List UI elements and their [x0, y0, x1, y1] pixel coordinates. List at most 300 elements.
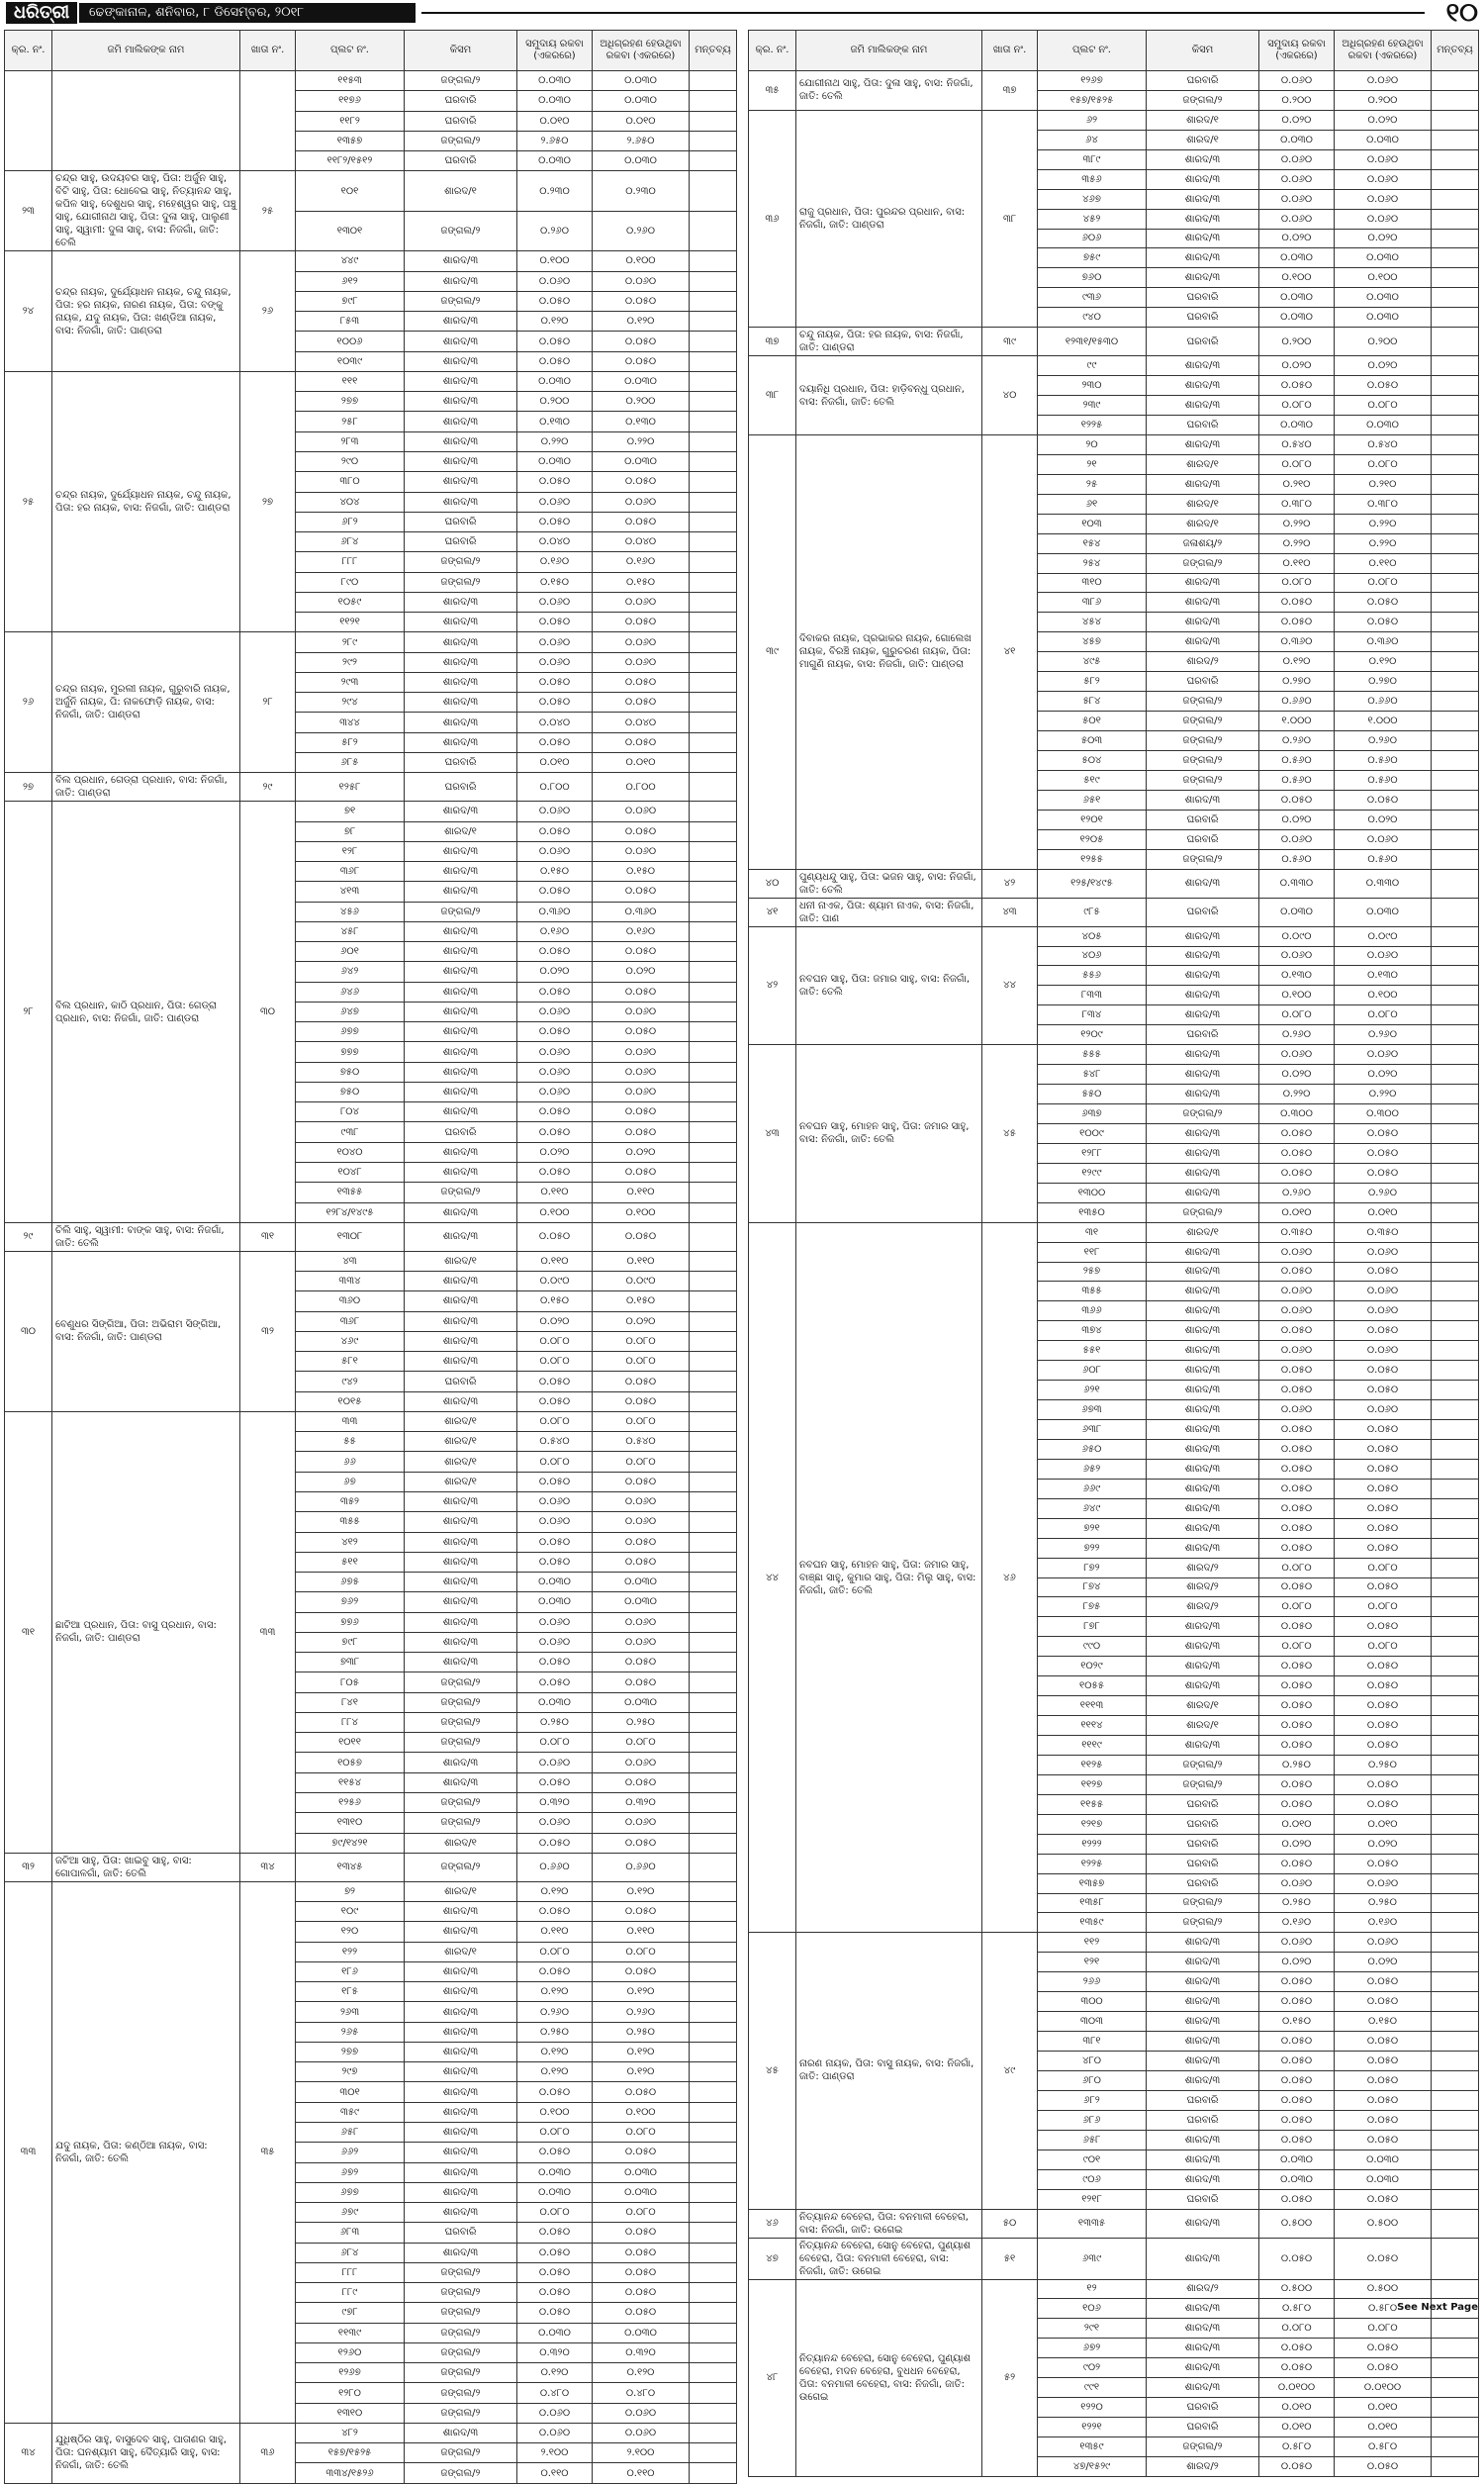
remarks-cell [1432, 1814, 1479, 1834]
remarks-cell [690, 862, 737, 882]
remarks-cell [690, 1352, 737, 1372]
acquired-area-cell: ୦.୫୮୦ [1335, 2437, 1432, 2457]
kisam-cell: ଶାରଦ/୩ [1147, 1262, 1259, 1282]
remarks-cell [690, 902, 737, 921]
total-area-cell: ୦.୨୬୦ [1259, 731, 1335, 751]
kisam-cell: ଜଙ୍ଗଲ/୨ [1147, 1913, 1259, 1933]
remarks-cell [1432, 1242, 1479, 1262]
total-area-cell: ୦.୦୩୦ [1259, 130, 1335, 149]
plot-number-cell: ୬୦୮ [1038, 1361, 1147, 1381]
acquired-area-cell: ୦.୧୫୦ [1335, 2012, 1432, 2032]
total-area-cell: ୦.୦୫୦ [1259, 1361, 1335, 1381]
remarks-cell [690, 1753, 737, 1772]
kisam-cell: ଶାରଦ/୩ [1147, 248, 1259, 268]
kisam-cell: ଶାରଦ/୩ [1147, 356, 1259, 376]
total-area-cell: ୦.୦୫୦ [517, 1902, 593, 1922]
acquired-area-cell: ୦.୦୬୦ [1335, 946, 1432, 966]
plot-number-cell: ୮୭୨ [1038, 1558, 1147, 1577]
total-area-cell: ୦.୦୬୦ [1259, 1242, 1335, 1262]
total-area-cell: ୦.୦୬୦ [1259, 1301, 1335, 1321]
remarks-cell [1432, 494, 1479, 514]
total-area-cell: ୦.୦୮୦ [1259, 1558, 1335, 1577]
total-area-cell: ୦.୦୫୦ [1259, 1992, 1335, 2012]
kisam-cell: ଶାରଦ/୩ [1147, 1163, 1259, 1183]
acquired-area-cell: ୦.୦୩୦ [593, 2323, 690, 2342]
khata-number-cell: ୩୬ [240, 2423, 296, 2483]
acquired-area-cell: ୦.୦୫୦ [1335, 1696, 1432, 1716]
kisam-cell: ଜଙ୍ଗଲ/୨ [1147, 1893, 1259, 1913]
serial-number-cell: ୨୯ [5, 1222, 52, 1251]
kisam-cell: ଜଙ୍ଗଲ/୨ [1147, 1202, 1259, 1222]
kisam-cell: ଶାରଦ/୩ [1147, 1992, 1259, 2012]
kisam-cell: ଶାରଦ/୩ [405, 312, 517, 332]
col-header-acquired-area: ଅଧିଗ୍ରହଣ ହେଉଥିବା ରକବା (ଏକରରେ) [1335, 31, 1432, 71]
kisam-cell: ଶାରଦ/୩ [405, 351, 517, 371]
acquired-area-cell: ୦.୦୫୦ [593, 672, 690, 692]
remarks-cell [1432, 1025, 1479, 1045]
col-header-serial: କ୍ର. ନଂ. [749, 31, 796, 71]
acquired-area-cell: ୦.୦୬୦ [1335, 1045, 1432, 1065]
remarks-cell [690, 1331, 737, 1351]
acquired-area-cell: ୦.୦୬୦ [593, 271, 690, 291]
plot-number-cell: ୧୧୨ [1038, 1933, 1147, 1953]
plot-number-cell: ୨୦ [1038, 434, 1147, 454]
plot-number-cell: ୬୭୯ [296, 2203, 405, 2223]
remarks-cell [1432, 2339, 1479, 2358]
kisam-cell: ଶାରଦ/୩ [405, 1653, 517, 1672]
plot-number-cell: ୧୨୫୮ [296, 773, 405, 802]
acquired-area-cell: ୦.୦୫୦ [1335, 1498, 1432, 1518]
remarks-cell [690, 1022, 737, 1042]
total-area-cell: ୦.୦୨୦ [1259, 229, 1335, 248]
khata-number-cell: ୪୩ [982, 898, 1038, 926]
acquired-area-cell: ୦.୩୨୦ [593, 2342, 690, 2362]
khata-number-cell: ୩୦ [240, 802, 296, 1223]
plot-number-cell: ୧୨୧୭ [1038, 1814, 1147, 1834]
remarks-cell [1432, 416, 1479, 435]
remarks-cell [1432, 71, 1479, 91]
total-area-cell: ୦.୦୫୦ [1259, 1498, 1335, 1518]
total-area-cell: ୦.୦୫୦ [1259, 2090, 1335, 2110]
plot-number-cell: ୩୦୦ [1038, 1992, 1147, 2012]
total-area-cell: ୦.୦୫୦ [517, 2243, 593, 2262]
plot-number-cell: ୧୨୮୪/୧୪୯୫ [296, 1202, 405, 1222]
kisam-cell: ଶାରଦ/୩ [1147, 1361, 1259, 1381]
kisam-cell: ଜଙ୍ଗଲ/୨ [1147, 553, 1259, 573]
remarks-cell [1432, 1873, 1479, 1893]
remarks-cell [1432, 1538, 1479, 1558]
remarks-cell [1432, 1657, 1479, 1676]
total-area-cell: ୦.୦୮୦ [517, 1942, 593, 1961]
kisam-cell: ଶାରଦ/୩ [405, 1311, 517, 1331]
serial-number-cell: ୪୭ [749, 2238, 796, 2279]
plot-number-cell: ୪୧୨ [296, 1532, 405, 1552]
plot-number-cell: ୧୦୬ [1038, 2299, 1147, 2319]
remarks-cell [1432, 110, 1479, 130]
kisam-cell: ଶାରଦ/୩ [1147, 2169, 1259, 2189]
kisam-cell: ଘରବାରି [405, 91, 517, 111]
plot-number-cell: ୧୧୧୯ [1038, 1736, 1147, 1756]
kisam-cell: ଶାରଦ/୩ [1147, 790, 1259, 810]
total-area-cell: ୦.୦୨୦ [1259, 356, 1335, 376]
table-row [749, 898, 1479, 926]
serial-number-cell: ୩୯ [749, 434, 796, 869]
acquired-area-cell: ୦.୦୫୦ [1335, 2189, 1432, 2209]
remarks-cell [1432, 1736, 1479, 1756]
total-area-cell: ୦.୦୫୦ [1259, 1518, 1335, 1538]
acquired-area-cell: ୦.୦୫୦ [1335, 1676, 1432, 1696]
kisam-cell: ଜଙ୍ଗଲ/୨ [405, 2342, 517, 2362]
total-area-cell: ୦.୦୫୦ [517, 1163, 593, 1183]
acquired-area-cell: ୦.୬୬୦ [593, 1853, 690, 1881]
acquired-area-cell: ୦.୦୫୦ [1335, 1143, 1432, 1163]
remarks-cell [1432, 229, 1479, 248]
acquired-area-cell: ୦.୦୯୦ [1335, 926, 1432, 946]
acquired-area-cell: ୦.୦୫୦ [1335, 1972, 1432, 1992]
kisam-cell: ଶାରଦ/୧ [405, 821, 517, 841]
remarks-cell [1432, 533, 1479, 553]
kisam-cell: ଶାରଦ/୩ [1147, 2358, 1259, 2378]
remarks-cell [690, 1062, 737, 1082]
kisam-cell: ଶାରଦ/୩ [1147, 1381, 1259, 1400]
remarks-cell [1432, 986, 1479, 1005]
plot-number-cell: ୬୬୯ [1038, 1479, 1147, 1498]
kisam-cell: ଘରବାରି [1147, 1873, 1259, 1893]
total-area-cell: ୦.୦୬୦ [1259, 1045, 1335, 1065]
kisam-cell: ଶାରଦ/୩ [1147, 1617, 1259, 1637]
acquired-area-cell: ୨.୧୦୦ [593, 2443, 690, 2463]
kisam-cell: ଶାରଦ/୩ [405, 1573, 517, 1592]
total-area-cell: ୦.୦୫୦ [517, 942, 593, 962]
total-area-cell: ୦.୩୬୦ [1259, 632, 1335, 652]
remarks-cell [1432, 2398, 1479, 2418]
plot-number-cell: ୮୭୫ [1038, 1597, 1147, 1617]
acquired-area-cell: ୦.୦୫୦ [593, 472, 690, 492]
remarks-cell [690, 392, 737, 412]
plot-number-cell: ୩୧୦ [1038, 573, 1147, 593]
kisam-cell: ଘରବାରି [1147, 2110, 1259, 2130]
total-area-cell: ୦.୦୬୦ [1259, 71, 1335, 91]
plot-number-cell: ୧୦୦୬ [296, 332, 405, 351]
plot-number-cell: ୩୧ [1038, 1222, 1147, 1242]
remarks-cell [1432, 1420, 1479, 1440]
total-area-cell: ୦.୦୩୦ [517, 2182, 593, 2202]
kisam-cell: ଶାରଦ/୩ [405, 2062, 517, 2082]
plot-number-cell: ୬୦୬ [1038, 229, 1147, 248]
table-row [749, 2279, 1479, 2299]
col-header-plot: ପ୍ଲଟ ନଂ. [1038, 31, 1147, 71]
acquired-area-cell: ୦.୧୦୦ [593, 251, 690, 271]
acquired-area-cell: ୦.୦୫୦ [1335, 2358, 1432, 2378]
kisam-cell: ଶାରଦ/୩ [405, 492, 517, 512]
plot-number-cell: ୩୩୪/୧୫୨୬ [296, 2463, 405, 2483]
total-area-cell: ୦.୦୮୦ [1259, 1005, 1335, 1025]
total-area-cell: ୦.୦୪୦ [517, 713, 593, 732]
remarks-cell [690, 151, 737, 171]
plot-number-cell: ୨୬୬ [1038, 1972, 1147, 1992]
plot-number-cell: ୫୦୧ [1038, 712, 1147, 731]
total-area-cell: ୦.୧୩୦ [517, 412, 593, 431]
acquired-area-cell: ୦.୨୨୦ [1335, 1085, 1432, 1104]
remarks-cell [690, 271, 737, 291]
acquired-area-cell: ୦.୦୮୦ [593, 1352, 690, 1372]
kisam-cell: ଶାରଦ/୩ [1147, 1420, 1259, 1440]
kisam-cell: ଶାରଦ/୩ [1147, 966, 1259, 986]
total-area-cell: ୦.୦୫୦ [517, 1372, 593, 1391]
khata-number-cell: ୩୩ [240, 1411, 296, 1853]
page-number: ୧୦ [1445, 0, 1478, 28]
remarks-cell [1432, 2110, 1479, 2130]
acquired-area-cell: ୦.୦୫୦ [1335, 2070, 1432, 2090]
plot-number-cell: ୪୧୩ [296, 882, 405, 902]
total-area-cell: ୦.୨୩୦ [517, 171, 593, 212]
plot-number-cell: ୧୧୫୪ [296, 1772, 405, 1792]
kisam-cell: ଶାରଦ/୩ [405, 2162, 517, 2182]
plot-number-cell: ୯୯୦ [1038, 1637, 1147, 1657]
acquired-area-cell: ୦.୦୫୦ [593, 512, 690, 531]
kisam-cell: ଶାରଦ/୩ [405, 412, 517, 431]
acquired-area-cell: ୦.୦୬୦ [593, 1082, 690, 1101]
remarks-cell [1432, 898, 1479, 926]
total-area-cell: ୦.୬୬୦ [517, 1853, 593, 1881]
plot-number-cell: ୧୦୧୧ [296, 1733, 405, 1753]
remarks-cell [690, 1512, 737, 1532]
remarks-cell [690, 2363, 737, 2383]
remarks-cell [690, 982, 737, 1002]
serial-number-cell: ୨୪ [5, 251, 52, 372]
acquired-area-cell: ୦.୦୯୦ [593, 1272, 690, 1291]
plot-number-cell: ୨୬୫ [296, 2022, 405, 2042]
plot-number-cell: ୫୧୧ [296, 1552, 405, 1572]
kisam-cell: ଶାରଦ/୩ [1147, 986, 1259, 1005]
plot-number-cell: ୬୭୩ [1038, 1400, 1147, 1420]
col-header-khata: ଖାତା ନଂ. [240, 31, 296, 71]
acquired-area-cell: ୦.୦୫୦ [1335, 2456, 1432, 2476]
total-area-cell: ୦.୦୫୦ [517, 1222, 593, 1251]
remarks-cell [690, 2143, 737, 2162]
plot-number-cell: ୪୦୬ [1038, 946, 1147, 966]
acquired-area-cell: ୦.୦୫୦ [593, 1022, 690, 1042]
total-area-cell: ୦.୧୧୦ [1259, 553, 1335, 573]
remarks-cell [1432, 130, 1479, 149]
total-area-cell: ୦.୨୬୦ [1259, 1025, 1335, 1045]
plot-number-cell: ୧୦୯ [296, 1902, 405, 1922]
kisam-cell: ଘରବାରି [1147, 416, 1259, 435]
acquired-area-cell: ୦.୦୫୦ [1335, 1321, 1432, 1341]
plot-number-cell: ୬୨ [1038, 110, 1147, 130]
total-area-cell: ୦.୦୬୦ [517, 1042, 593, 1062]
kisam-cell: ଜଙ୍ଗଲ/୨ [1147, 849, 1259, 869]
acquired-area-cell: ୦.୩୫୦ [1335, 1222, 1432, 1242]
acquired-area-cell: ୦.୦୨୦ [1335, 356, 1432, 376]
plot-number-cell: ୧୫୪ [1038, 533, 1147, 553]
acquired-area-cell: ୦.୦୪୦ [593, 713, 690, 732]
total-area-cell: ୦.୦୫୦ [517, 672, 593, 692]
remarks-cell [1432, 1123, 1479, 1143]
total-area-cell: ୦.୦୫୦ [517, 351, 593, 371]
total-area-cell: ୦.୦୨୦ [1259, 110, 1335, 130]
plot-number-cell: ୬୫୦ [1038, 1439, 1147, 1459]
total-area-cell: ୦.୦୮୦ [517, 1331, 593, 1351]
acquired-area-cell: ୦.୦୬୦ [593, 652, 690, 672]
acquired-area-cell: ୦.୦୮୦ [593, 1411, 690, 1431]
remarks-cell [690, 921, 737, 941]
kisam-cell: ଶାରଦ/୧ [1147, 494, 1259, 514]
acquired-area-cell: ୦.୦୮୦ [593, 2122, 690, 2142]
plot-number-cell: ୨୯୨ [296, 652, 405, 672]
khata-number-cell: ୫୧ [982, 2238, 1038, 2279]
total-area-cell: ୦.୦୫୦ [517, 1022, 593, 1042]
total-area-cell: ୦.୦୫୦ [517, 1961, 593, 1981]
khata-number-cell: ୩୧ [240, 1222, 296, 1251]
total-area-cell: ୦.୦୫୦ [1259, 2339, 1335, 2358]
remarks-cell [690, 2342, 737, 2362]
total-area-cell: ୦.୫୪୦ [1259, 434, 1335, 454]
plot-number-cell: ୧୩୦୦ [1038, 1183, 1147, 1202]
kisam-cell: ଜଙ୍ଗଲ/୨ [405, 1672, 517, 1692]
acquired-area-cell: ୦.୦୫୦ [1335, 1479, 1432, 1498]
kisam-cell: ଜଙ୍ଗଲ/୨ [1147, 731, 1259, 751]
plot-number-cell: ୭୨୨ [1038, 1538, 1147, 1558]
serial-number-cell [5, 71, 52, 171]
total-area-cell: ୦.୨୭୦ [1259, 672, 1335, 692]
total-area-cell: ୦.୧୫୦ [1259, 2012, 1335, 2032]
total-area-cell: ୦.୦୬୦ [1259, 209, 1335, 229]
remarks-cell [1432, 652, 1479, 672]
remarks-cell [690, 1372, 737, 1391]
total-area-cell: ୦.୨୨୦ [1259, 533, 1335, 553]
total-area-cell: ୦.୦୫୦ [1259, 2070, 1335, 2090]
acquired-area-cell: ୦.୨୬୦ [1335, 1183, 1432, 1202]
total-area-cell: ୦.୦୬୦ [1259, 169, 1335, 189]
plot-number-cell: ୧୨ [1038, 2279, 1147, 2299]
serial-number-cell: ୩୫ [749, 71, 796, 111]
table-row [5, 171, 737, 212]
total-area-cell: ୦.୦୫୦ [1259, 2110, 1335, 2130]
kisam-cell: ଘରବାରି [1147, 2398, 1259, 2418]
plot-number-cell: ୨୫୭ [1038, 1262, 1147, 1282]
serial-number-cell: ୪୪ [749, 1222, 796, 1933]
total-area-cell: ୦.୦୧୦ [517, 752, 593, 772]
remarks-cell [690, 171, 737, 212]
remarks-cell [1432, 613, 1479, 632]
kisam-cell: ଶାରଦ/୩ [1147, 268, 1259, 288]
col-header-owner: ଜମି ମାଲିକଙ୍କ ନାମ [52, 31, 240, 71]
khata-number-cell: ୩୯ [982, 328, 1038, 356]
serial-number-cell: ୪୬ [749, 2209, 796, 2238]
plot-number-cell: ୩୬୬ [1038, 1301, 1147, 1321]
acquired-area-cell: ୦.୦୬୦ [1335, 1301, 1432, 1321]
kisam-cell: ଶାରଦ/୩ [405, 1902, 517, 1922]
remarks-cell [1432, 946, 1479, 966]
kisam-cell: ଶାରଦ/୩ [405, 1142, 517, 1162]
owner-name-cell: ପୁଣ୍ୟଧନ୍ଦୁ ସାହୁ, ପିତା: ଭଜନ ସାହୁ, ବାସ: ନିଜଗାଁ, ଜାତି: ତେଲି [796, 869, 982, 898]
remarks-cell [690, 841, 737, 861]
total-area-cell: ୦.୦୫୦ [1259, 1696, 1335, 1716]
total-area-cell: ୦.୦୩୦ [1259, 2150, 1335, 2169]
plot-number-cell: ୧୧୫୫ [1038, 1794, 1147, 1814]
total-area-cell: ୦.୦୫୦ [1259, 2130, 1335, 2150]
plot-number-cell: ୯୩୮ [296, 1122, 405, 1142]
kisam-cell: ଶାରଦ/୩ [405, 982, 517, 1002]
kisam-cell: ଶାରଦ/୩ [405, 632, 517, 652]
acquired-area-cell: ୦.୦୬୦ [593, 1062, 690, 1082]
owner-name-cell: ଛାଟିଆ ପ୍ରଧାନ, ପିତା: ବାସୁ ପ୍ରଧାନ, ବାସ: ନିଜଗାଁ, ଜାତି: ପାଣ୍ଡରା [52, 1411, 240, 1853]
acquired-area-cell: ୦.୧୨୦ [593, 1982, 690, 2002]
kisam-cell: ଘରବାରି [405, 2223, 517, 2243]
total-area-cell: ୦.୦୬୦ [517, 1632, 593, 1652]
table-row [749, 926, 1479, 946]
remarks-cell [690, 291, 737, 311]
total-area-cell: ୦.୦୮୦ [517, 1352, 593, 1372]
total-area-cell: ୦.୦୫୦ [1259, 1577, 1335, 1597]
remarks-cell [1432, 1400, 1479, 1420]
plot-number-cell: ୩୫୫ [1038, 1282, 1147, 1301]
remarks-cell [690, 713, 737, 732]
plot-number-cell: ୪୬୭ [1038, 189, 1147, 209]
kisam-cell: ଜଙ୍ଗଲ/୨ [1147, 2437, 1259, 2457]
total-area-cell: ୦.୦୬୦ [517, 802, 593, 821]
plot-number-cell: ୯୦୧ [1038, 2150, 1147, 2169]
total-area-cell: ୦.୧୨୦ [517, 1982, 593, 2002]
total-area-cell: ୦.୦୫୦ [517, 821, 593, 841]
kisam-cell: ଜଙ୍ଗଲ/୨ [405, 1853, 517, 1881]
total-area-cell: ୦.୦୬୦ [517, 592, 593, 612]
remarks-cell [1432, 474, 1479, 494]
kisam-cell: ଘରବାରି [1147, 1834, 1259, 1854]
owner-name-cell: ରାଜୁ ପ୍ରଧାନ, ପିତା: ପୁରନ୍ଦର ପ୍ରଧାନ, ବାସ: ନିଜଗାଁ, ଜାତି: ପାଣ୍ଡରା [796, 110, 982, 327]
plot-number-cell: ୪୬୯ [296, 1331, 405, 1351]
plot-number-cell: ୧୧୮୨/୧୫୧୨ [296, 151, 405, 171]
kisam-cell: ଜଙ୍ଗଲ/୨ [405, 2303, 517, 2323]
acquired-area-cell: ୦.୦୮୦ [593, 1733, 690, 1753]
plot-number-cell: ୮୪୧ [296, 1692, 405, 1712]
khata-number-cell: ୪୬ [982, 1222, 1038, 1933]
remarks-cell [1432, 1755, 1479, 1774]
plot-number-cell: ୨୧ [1038, 454, 1147, 474]
acquired-area-cell: ୦.୦୬୦ [1335, 189, 1432, 209]
plot-number-cell: ୮୯୦ [296, 572, 405, 592]
remarks-cell [1432, 2378, 1479, 2398]
remarks-cell [1432, 1381, 1479, 1400]
kisam-cell: ଶାରଦ/୩ [1147, 2070, 1259, 2090]
table-row [749, 434, 1479, 454]
kisam-cell: ଶାରଦ/୩ [405, 332, 517, 351]
remarks-cell [1432, 2189, 1479, 2209]
kisam-cell: ଶାରଦ/୧ [1147, 130, 1259, 149]
kisam-cell: ଘରବାରି [1147, 2418, 1259, 2437]
total-area-cell: ୦.୧୨୦ [517, 2363, 593, 2383]
plot-number-cell: ୫୮୨ [1038, 672, 1147, 692]
total-area-cell: ୦.୦୬୦ [517, 492, 593, 512]
acquired-area-cell: ୦.୦୨୦ [593, 1311, 690, 1331]
kisam-cell: ଶାରଦ/୩ [405, 1022, 517, 1042]
acquired-area-cell: ୦.୦୫୦ [593, 1532, 690, 1552]
total-area-cell: ୦.୦୯୦ [1259, 926, 1335, 946]
plot-number-cell: ୧୩୧୦ [296, 1813, 405, 1833]
plot-number-cell: ୯୩୬ [1038, 288, 1147, 308]
plot-number-cell: ୭୯୮ [296, 291, 405, 311]
kisam-cell: ଶାରଦ/୩ [405, 251, 517, 271]
remarks-cell [690, 1452, 737, 1472]
remarks-cell [690, 1672, 737, 1692]
total-area-cell: ୦.୦୧୦ [1259, 2418, 1335, 2437]
acquired-area-cell: ୦.୦୧୦ [593, 111, 690, 131]
kisam-cell: ଶାରଦ/୩ [1147, 926, 1259, 946]
acquired-area-cell: ୦.୦୩୦ [1335, 130, 1432, 149]
plot-number-cell: ୮୭୪ [1038, 1577, 1147, 1597]
plot-number-cell: ୯୯ [1038, 356, 1147, 376]
